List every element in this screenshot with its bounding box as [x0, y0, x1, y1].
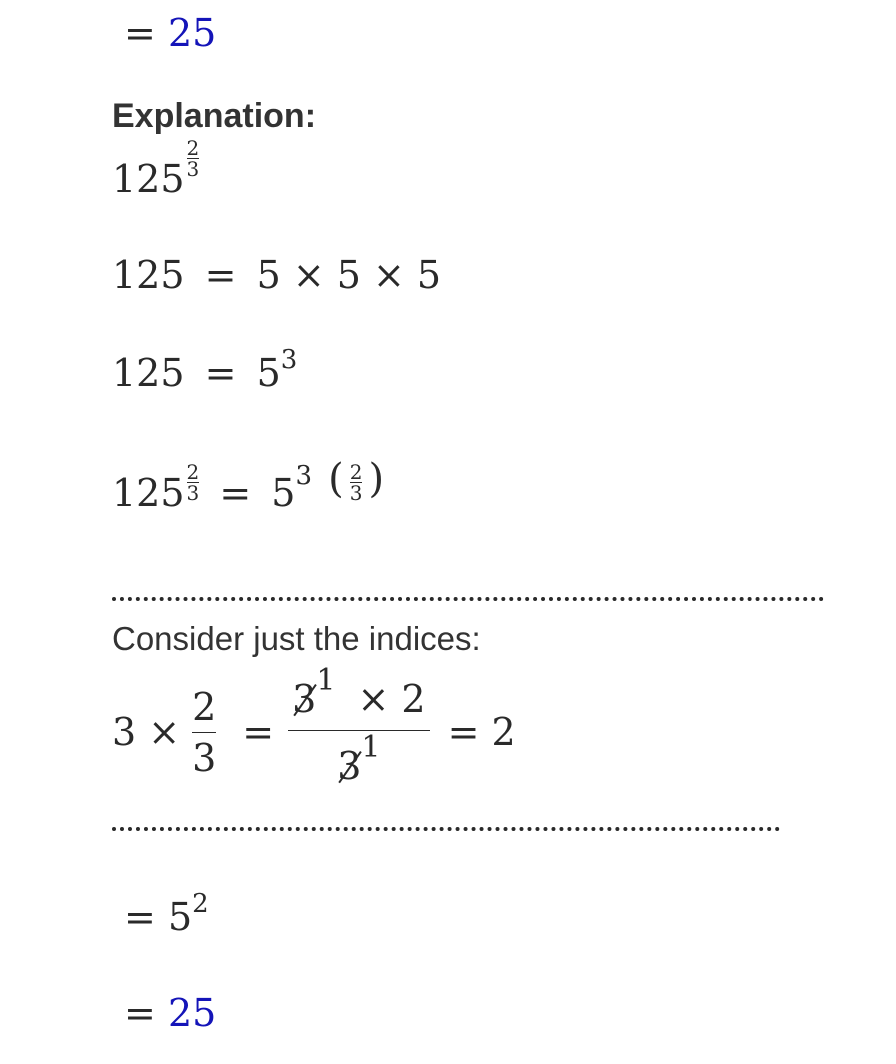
indices-caption: Consider just the indices:	[112, 620, 481, 657]
expression-line-1	[112, 136, 200, 203]
lhs: 125	[112, 253, 185, 297]
cancel-result: 1	[361, 729, 381, 765]
base: 5	[167, 895, 193, 939]
fraction-numerator: 2	[186, 460, 200, 484]
expression-line-5	[124, 889, 209, 939]
fraction	[192, 684, 217, 780]
lhs: 125	[112, 351, 185, 395]
exponent: 2	[192, 889, 209, 919]
fraction-denominator: 3	[349, 481, 363, 505]
top-result	[124, 11, 217, 55]
equals-sign: =	[219, 471, 252, 515]
cancelled-digit: 3	[337, 743, 362, 788]
fraction-numerator	[288, 662, 429, 730]
result-value: 25	[167, 11, 217, 55]
close-paren: )	[368, 456, 385, 502]
rhs: 5 × 5 × 5	[256, 253, 442, 297]
fraction-exponent	[187, 462, 200, 503]
lead-term: 3 ×	[112, 710, 181, 754]
parenthesized-fraction	[316, 456, 385, 505]
equals-sign: =	[242, 710, 275, 754]
equals-sign: =	[124, 11, 156, 55]
expression-line-3	[112, 345, 298, 395]
dotted-divider	[112, 827, 780, 831]
fraction-denominator: 3	[186, 157, 200, 181]
equals-sign: =	[124, 991, 156, 1035]
explanation-heading: Explanation:	[112, 97, 317, 135]
lhs: 125	[112, 471, 185, 515]
fraction-denominator: 3	[186, 481, 200, 505]
expression-line-2	[112, 253, 442, 297]
numerator-rest: × 2	[357, 676, 426, 721]
equals-sign: =	[204, 351, 237, 395]
result-value: 25	[167, 991, 217, 1035]
exponent: 3	[280, 345, 298, 375]
fraction-numerator: 2	[192, 684, 217, 729]
cancel-result: 1	[316, 662, 336, 698]
inner-fraction	[350, 462, 363, 503]
result: = 2	[447, 710, 516, 754]
fraction-denominator: 3	[192, 735, 217, 780]
open-paren: (	[328, 456, 344, 502]
bottom-result	[124, 991, 217, 1035]
expression-line-4	[112, 456, 385, 517]
fraction-numerator: 2	[186, 136, 200, 160]
cancelled-digit: 3	[292, 676, 317, 721]
equals-sign: =	[204, 253, 237, 297]
base: 125	[112, 157, 185, 201]
cancel-fraction	[288, 662, 429, 788]
fraction-denominator	[337, 729, 381, 788]
equals-sign: =	[124, 895, 156, 939]
base: 5	[256, 351, 281, 395]
dotted-divider	[112, 597, 824, 601]
exponent: 3	[295, 461, 313, 491]
fraction-numerator: 2	[349, 460, 363, 484]
fraction-exponent	[187, 138, 200, 179]
base: 5	[271, 471, 296, 515]
indices-calculation	[112, 662, 516, 792]
